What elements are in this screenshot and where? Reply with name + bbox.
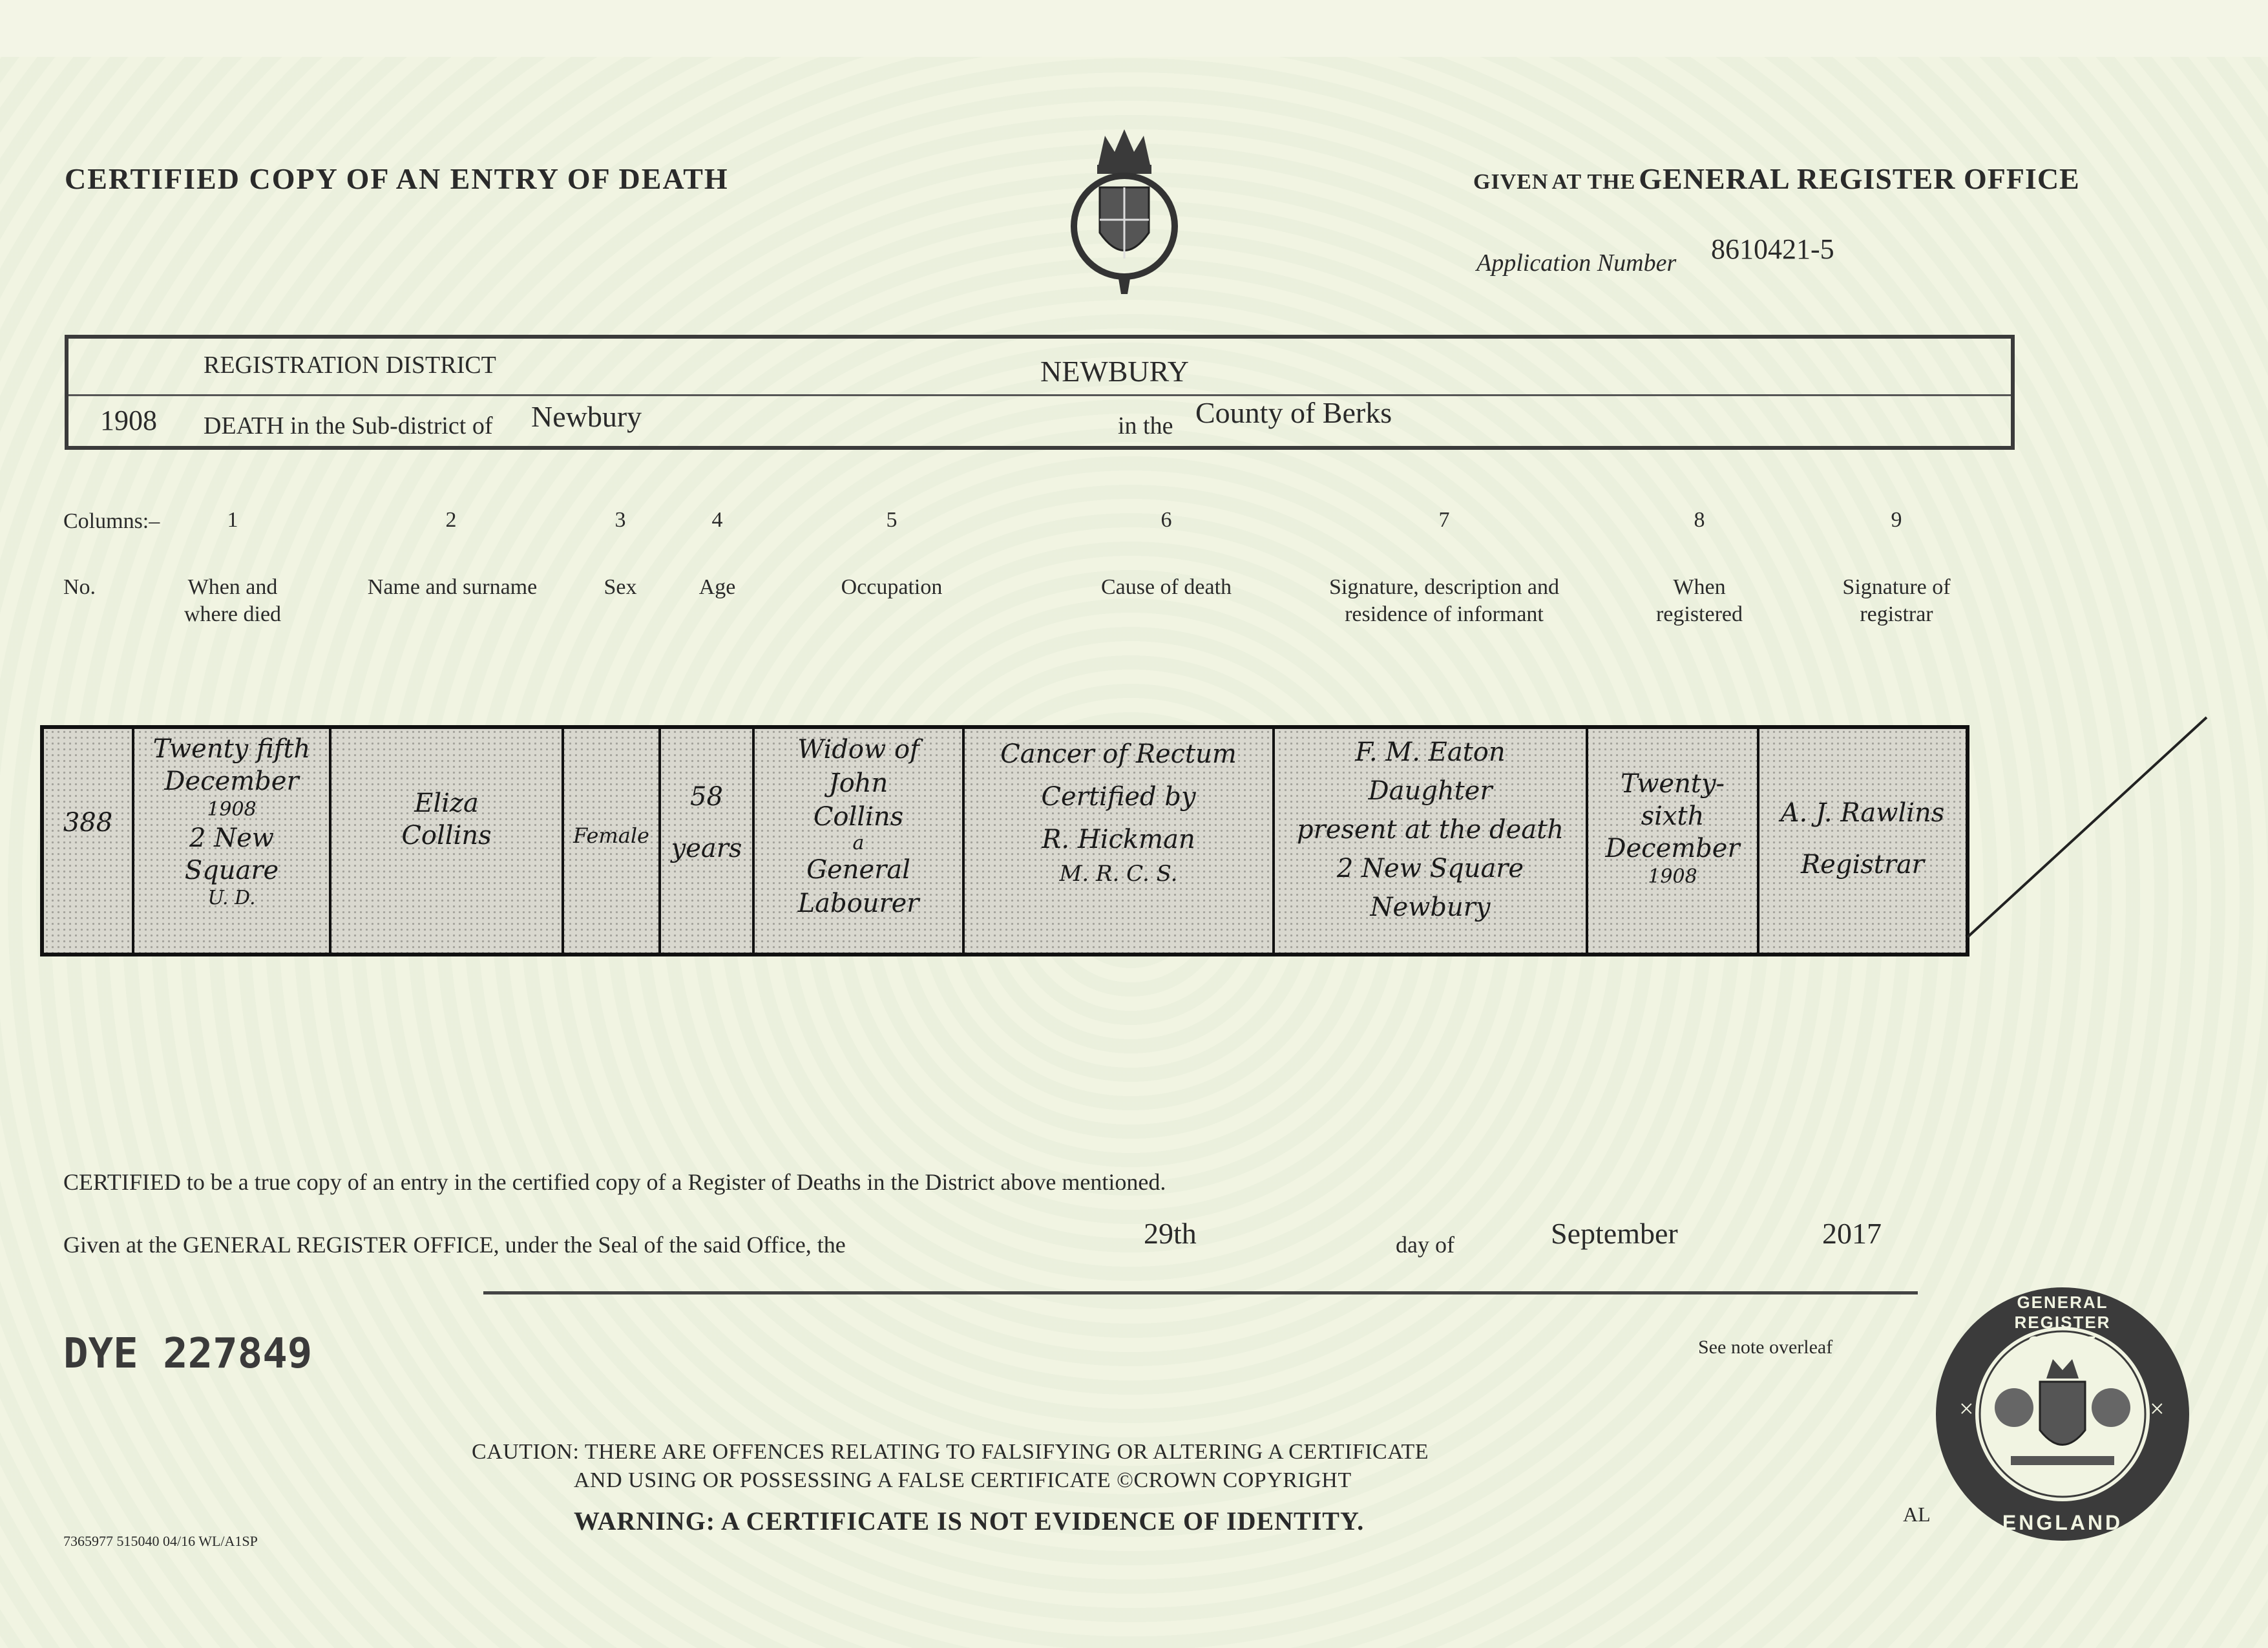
- column-number-7: 7: [1438, 508, 1450, 532]
- certification-day: 29th: [1144, 1217, 1197, 1250]
- column-number-4: 4: [711, 508, 723, 532]
- see-note-overleaf: See note overleaf: [1698, 1336, 1833, 1358]
- gro-seal-icon: [1933, 1285, 2192, 1543]
- cell-age: [661, 729, 755, 953]
- seal-top-text: GENERAL REGISTER OFFICE: [2014, 1293, 2111, 1352]
- registration-year: 1908: [100, 405, 157, 436]
- cell-when-where: [134, 729, 331, 953]
- column-header-when-where-line1: When and: [187, 575, 278, 599]
- cell-sex: [564, 729, 661, 953]
- column-header-no: No.: [63, 575, 96, 599]
- column-number-3: 3: [614, 508, 626, 532]
- application-number-label: Application Number: [1476, 249, 1677, 277]
- cell-name: [331, 729, 564, 953]
- entry-when-where: Twenty fifth December 1908 2 New Square U. D.: [152, 734, 311, 909]
- column-header-informant-line2: residence of informant: [1345, 602, 1544, 626]
- certification-month: September: [1551, 1217, 1678, 1250]
- entry-occupation: Widow of John Collins a General Labourer: [797, 735, 919, 918]
- column-header-registered-line1: When: [1673, 575, 1726, 599]
- cancellation-line: [1958, 711, 2216, 969]
- column-number-5: 5: [886, 508, 898, 532]
- column-header-registered: [1635, 574, 1764, 628]
- identity-warning: WARNING: A CERTIFICATE IS NOT EVIDENCE OF IDENTITY.: [574, 1506, 1365, 1536]
- royal-crest-icon: [1066, 116, 1182, 297]
- gro-given: GIVEN: [1473, 170, 1549, 194]
- entry-informant: F. M. Eaton Daughter present at the death 2 New Square Newbury: [1297, 737, 1564, 922]
- issuer-initials: AL: [1903, 1503, 1931, 1526]
- gro-heading: [1473, 162, 2080, 196]
- signature-rule: [483, 1291, 1918, 1294]
- gro-title: GENERAL REGISTER OFFICE: [1639, 162, 2080, 195]
- caution-line-2: AND USING OR POSSESSING A FALSE CERTIFICATE ©CROWN COPYRIGHT: [574, 1468, 1352, 1492]
- certificate-serial: DYE 227849: [63, 1330, 313, 1378]
- certification-statement: CERTIFIED to be a true copy of an entry in the certified copy of a Register of Deaths in the District above mentioned.: [63, 1169, 1166, 1195]
- entry-age: 58 years: [671, 782, 742, 863]
- entry-registrar: A. J. Rawlins Registrar: [1780, 798, 1945, 880]
- cell-cause: [965, 729, 1275, 953]
- svg-text:×: ×: [2150, 1394, 2165, 1423]
- column-header-when-where: [149, 574, 317, 628]
- column-header-registrar-line2: registrar: [1860, 602, 1933, 626]
- cell-registrar: [1759, 729, 1966, 953]
- svg-text:×: ×: [1959, 1394, 1974, 1423]
- county: County of Berks: [1195, 396, 1392, 429]
- gro-at-the: AT THE: [1551, 170, 1636, 194]
- column-number-6: 6: [1160, 508, 1172, 532]
- registration-district: NEWBURY: [1040, 355, 1189, 388]
- certification-day-of: day of: [1396, 1232, 1454, 1258]
- column-header-when-where-line2: where died: [184, 602, 282, 626]
- column-number-8: 8: [1694, 508, 1705, 532]
- crest-motto: [1066, 116, 1075, 117]
- entry-sex: Female: [573, 823, 649, 848]
- subdistrict: Newbury: [531, 400, 642, 433]
- column-number-2: 2: [445, 508, 457, 532]
- cell-registered: [1588, 729, 1759, 953]
- column-header-registrar-line1: Signature of: [1842, 575, 1951, 599]
- registration-divider: [68, 394, 2011, 396]
- register-entry-row: [40, 725, 1969, 956]
- column-number-1: 1: [227, 508, 238, 532]
- column-header-registered-line2: registered: [1655, 602, 1743, 626]
- cell-occupation: [755, 729, 965, 953]
- cell-informant: [1275, 729, 1588, 953]
- column-header-sex: Sex: [604, 575, 637, 599]
- column-header-registrar: [1816, 574, 1977, 628]
- column-header-informant-line1: Signature, description and: [1329, 575, 1559, 599]
- caution-line-1: CAUTION: THERE ARE OFFENCES RELATING TO FALSIFYING OR ALTERING A CERTIFICATE: [472, 1440, 1429, 1464]
- cell-no: [44, 729, 134, 953]
- columns-label: Columns:–: [63, 509, 160, 533]
- certification-given-at: Given at the GENERAL REGISTER OFFICE, under the Seal of the said Office, the: [63, 1232, 846, 1258]
- seal-bottom-text: ENGLAND: [2002, 1511, 2123, 1534]
- certificate-title: CERTIFIED COPY OF AN ENTRY OF DEATH: [65, 162, 729, 195]
- print-code: 7365977 515040 04/16 WL/A1SP: [63, 1533, 258, 1549]
- column-number-9: 9: [1891, 508, 1902, 532]
- entry-registered: Twenty- sixth December 1908: [1605, 769, 1740, 888]
- application-number: 8610421-5: [1711, 233, 1834, 265]
- column-header-informant: [1299, 574, 1590, 628]
- column-header-cause: Cause of death: [1100, 575, 1232, 599]
- entry-name: Eliza Collins: [401, 788, 492, 850]
- certification-year: 2017: [1822, 1217, 1882, 1250]
- column-header-age: Age: [698, 575, 736, 599]
- registration-district-label: REGISTRATION DISTRICT: [204, 352, 496, 379]
- column-header-name: Name and surname: [367, 575, 538, 599]
- in-the-label: in the: [1118, 412, 1173, 439]
- entry-cause: Cancer of Rectum Certified by R. Hickman M. R. C. S.: [1000, 739, 1237, 887]
- subdistrict-label: DEATH in the Sub-district of: [204, 412, 493, 439]
- column-header-occupation: Occupation: [841, 575, 943, 599]
- entry-no: 388: [63, 808, 113, 838]
